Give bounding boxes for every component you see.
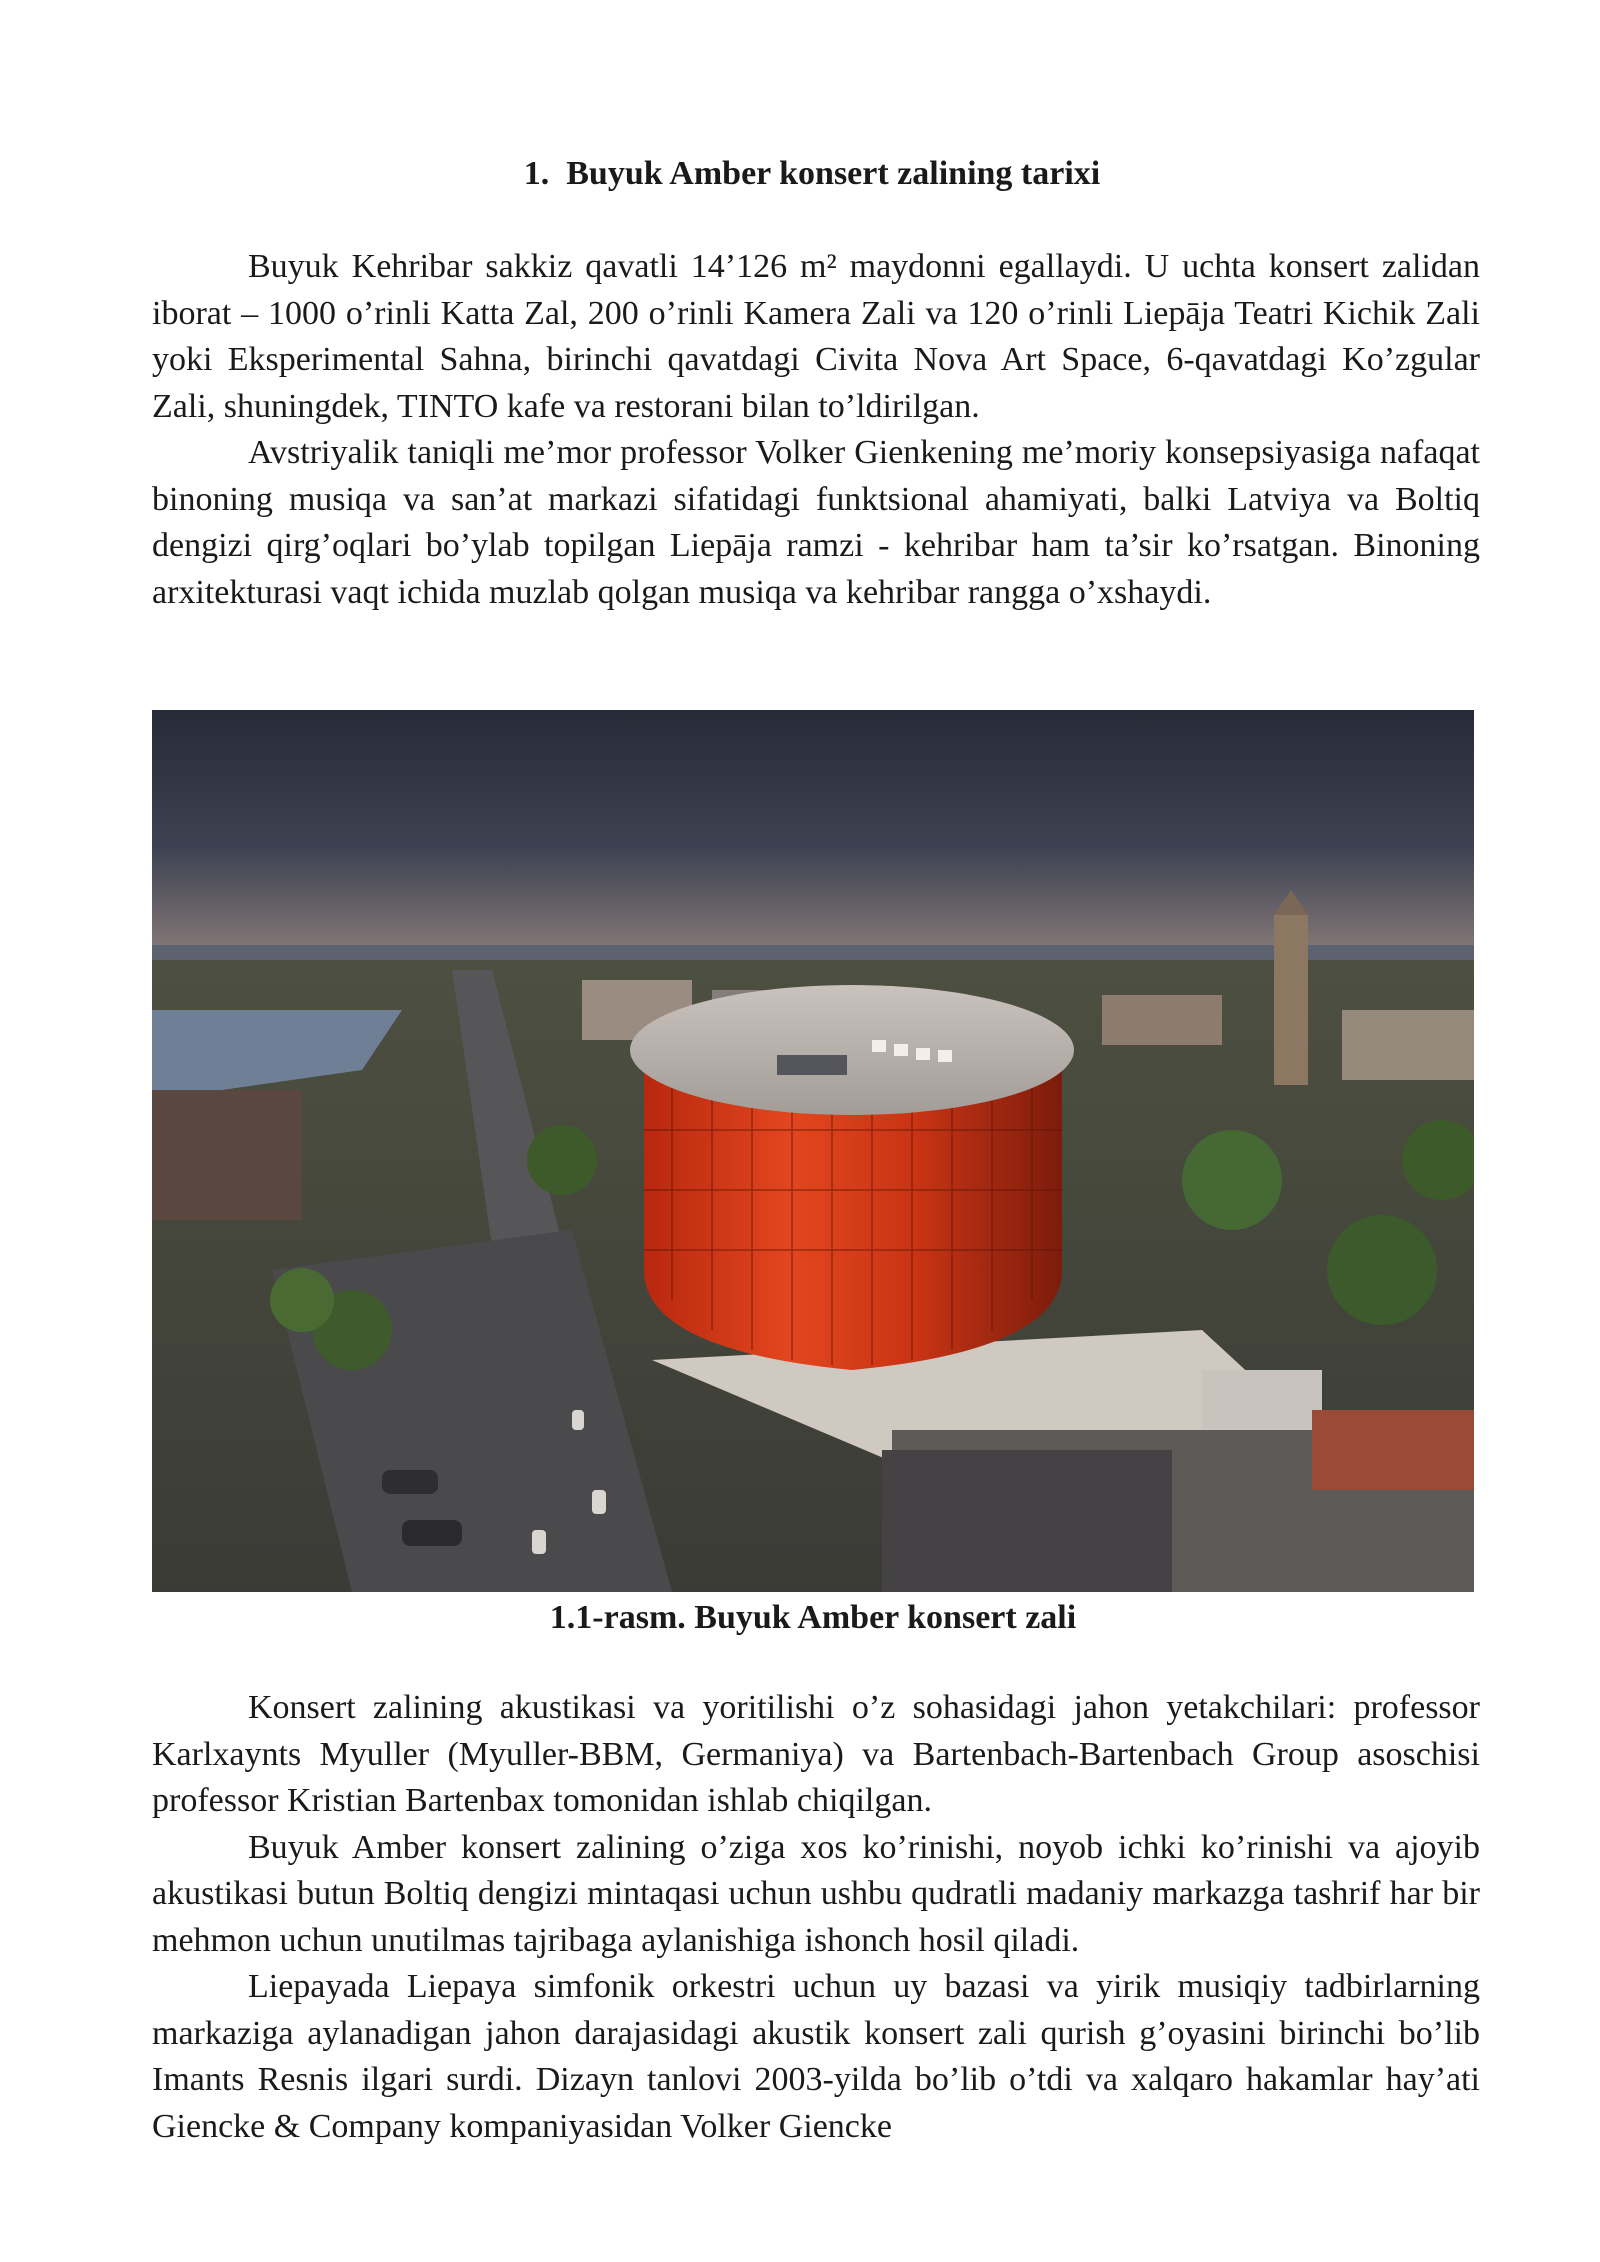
section-number: 1.	[523, 155, 550, 192]
paragraph: Konsert zalining akustikasi va yoritilishi o’z sohasidagi jahon yetakchilari: professor Karlxaynts Myuller (Myuller-BBM, Germaniya) va Bartenbach-Bartenbach Group asoschisi professor Kristian Bartenbax tomonidan ishlab chiqilgan.	[152, 1689, 1480, 1819]
intro-text	[152, 244, 1480, 616]
paragraph: Liepayada Liepaya simfonik orkestri uchun uy bazasi va yirik musiqiy tadbirlarning markaziga aylanadigan jahon darajasidagi akustik konsert zali qurish g’oyasini birinchi bo’lib Imants Resnis ilgari surdi. Dizayn tanlovi 2003-yilda bo’lib o’tdi va xalqaro hakamlar hay’ati Giencke & Company kompaniyasidan Volker Giencke	[152, 1968, 1480, 2145]
section-title: Buyuk Amber konsert zalining tarixi	[566, 155, 1101, 192]
paragraph: Avstriyalik taniqli me’mor professor Volker Gienkening me’moriy konsepsiyasiga nafaqat binoning musiqa va san’at markazi sifatidagi funktsional ahamiyati, balki Latviya va Boltiq dengizi qirg’oqlari bo’ylab topilgan Liepāja ramzi - kehribar ham ta’sir ko’rsatgan. Binoning arxitekturasi vaqt ichida muzlab qolgan musiqa va kehribar rangga o’xshaydi.	[152, 434, 1480, 611]
paragraph: Buyuk Kehribar sakkiz qavatli 14’126 m² maydonni egallaydi. U uchta konsert zalidan iborat – 1000 o’rinli Katta Zal, 200 o’rinli Kamera Zali va 120 o’rinli Liepāja Teatri Kichik Zali yoki Eksperimental Sahna, birinchi qavatdagi Civita Nova Art Space, 6-qavatdagi Ko’zgular Zali, shuningdek, TINTO kafe va restorani bilan to’ldirilgan.	[152, 248, 1480, 425]
body-text	[152, 1685, 1480, 2150]
figure-caption: 1.1-rasm. Buyuk Amber konsert zali	[549, 1599, 1077, 1636]
section-heading	[152, 150, 1472, 198]
paragraph: Buyuk Amber konsert zalining o’ziga xos ko’rinishi, noyob ichki ko’rinishi va ajoyib akustikasi butun Boltiq dengizi mintaqasi uchun ushbu qudratli madaniy markazga tashrif har bir mehmon uchun unutilmas tajribaga aylanishiga ishonch hosil qiladi.	[152, 1828, 1480, 1959]
concert-hall-photo	[152, 710, 1474, 1592]
